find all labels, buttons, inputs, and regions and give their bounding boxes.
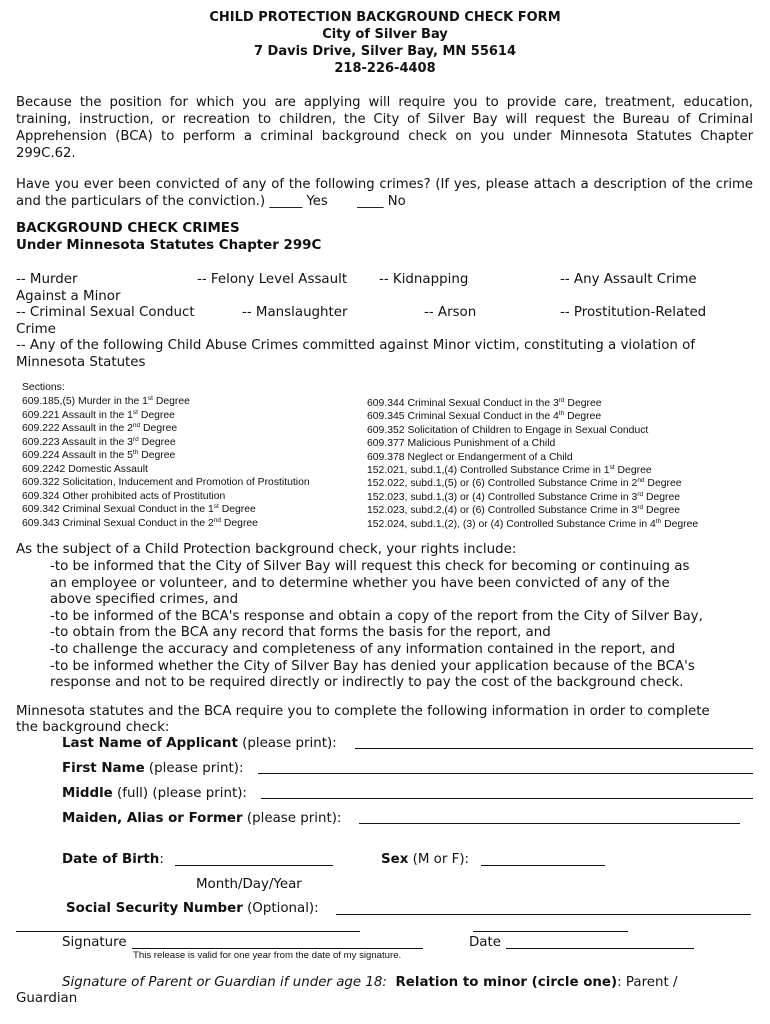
ssn-hint: (Optional):	[247, 901, 319, 916]
maiden-name-label-text: Maiden, Alias or Former	[62, 811, 243, 826]
crime-kidnapping: -- Kidnapping	[379, 272, 469, 287]
conviction-no-label: No	[387, 194, 406, 209]
sex-field[interactable]	[481, 865, 605, 866]
date-field[interactable]	[506, 948, 694, 949]
crime-prostitution-wrap: Crime	[16, 322, 56, 337]
section-item-right-9: 152.023, subd.2,(4) or (6) Controlled Substance Crime in 3rd Degree	[367, 504, 681, 517]
last-name-hint: (please print):	[242, 736, 337, 751]
date-label: Date	[469, 935, 502, 950]
last-name-label	[62, 736, 337, 751]
ssn-label-text: Social Security Number	[66, 901, 243, 916]
section-item-right-10: 152.024, subd.1,(2), (3) or (4) Controlled Substance Crime in 4th Degree	[367, 517, 699, 530]
conviction-no-blank[interactable]: ____	[357, 194, 384, 209]
crime-prostitution: -- Prostitution-Related	[560, 305, 707, 320]
middle-name-label-text: Middle	[62, 786, 113, 801]
dob-format: Month/Day/Year	[196, 877, 302, 892]
section-item-right-3: 609.352 Solicitation of Children to Engage in Sexual Conduct	[367, 424, 649, 436]
ssn-field[interactable]	[336, 914, 751, 915]
conviction-question	[16, 176, 753, 210]
crime-felony-assault: -- Felony Level Assault	[197, 272, 348, 287]
section-item-right-5: 609.378 Neglect or Endangerment of a Child	[367, 451, 573, 463]
rights-line-4: -to be informed of the BCA's response and obtain a copy of the report from the City of Silver Bay,	[50, 608, 703, 624]
sections-label: Sections:	[22, 382, 65, 393]
dob-label	[62, 852, 164, 867]
section-item-right-7: 152.022, subd.1,(5) or (6) Controlled Substance Crime in 2nd Degree	[367, 477, 682, 490]
crime-manslaughter: -- Manslaughter	[242, 305, 348, 320]
conviction-yes-label: Yes	[306, 194, 328, 209]
section-item-right-1: 609.344 Criminal Sexual Conduct in the 3rd Degree	[367, 397, 602, 409]
guardian-line	[62, 975, 678, 990]
child-abuse-line1: -- Any of the following Child Abuse Crimes committed against Minor victim, constituting a violation of	[16, 338, 696, 353]
section-item-right-4: 609.377 Malicious Punishment of a Child	[367, 438, 556, 450]
intro-paragraph: Because the position for which you are applying will require you to provide care, treatment, education, training, instruction, or recreation to children, the City of Silver Bay will request the Bureau of Criminal Apprehension (BCA) to perform a criminal background check on you under Minnesota Statutes Chapter 299C.62.	[16, 95, 753, 161]
maiden-name-label	[62, 811, 341, 826]
sex-label	[381, 852, 469, 867]
rights-line-5: -to obtain from the BCA any record that forms the basis for the report, and	[50, 625, 551, 641]
rights-list	[50, 559, 703, 692]
city-name: City of Silver Bay	[322, 27, 448, 42]
rights-line-6: -to challenge the accuracy and completeness of any information contained in the report, and	[50, 641, 676, 657]
rights-line-2: an employee or volunteer, and to determine whether you have been convicted of any of the	[50, 575, 670, 591]
guardian-wrap[interactable]: Guardian	[16, 991, 78, 1006]
section-item-left-7: 609.322 Solicitation, Inducement and Promotion of Prostitution	[22, 477, 310, 488]
info-intro-line1: Minnesota statutes and the BCA require you to complete the following information in order to complete	[16, 704, 710, 719]
maiden-name-field[interactable]	[359, 823, 740, 824]
first-name-field[interactable]	[258, 773, 753, 774]
first-name-label-text: First Name	[62, 761, 145, 776]
last-name-label-text: Last Name of Applicant	[62, 736, 238, 751]
sections-left-list	[22, 395, 310, 530]
city-phone: 218-226-4408	[334, 61, 436, 76]
crime-assault-minor: -- Any Assault Crime	[560, 272, 697, 287]
conviction-question-text: Have you ever been convicted of any of the following crimes? (If yes, please attach a description of the crime and the particulars of the conviction.)	[16, 177, 753, 209]
rights-line-8: response and not to be required directly or indirectly to pay the cost of the background check.	[50, 675, 684, 691]
middle-name-field[interactable]	[261, 798, 753, 799]
dob-label-text: Date of Birth	[62, 852, 160, 867]
guardian-relation-options[interactable]: : Parent /	[617, 975, 678, 990]
section-item-left-3: 609.222 Assault in the 2nd Degree	[22, 422, 178, 434]
sex-label-text: Sex	[381, 852, 409, 867]
crimes-heading: BACKGROUND CHECK CRIMES	[16, 221, 240, 236]
date-top-rule	[473, 931, 628, 932]
rights-line-7: -to be informed whether the City of Silver Bay has denied your application because of the BCA's	[50, 658, 695, 674]
middle-name-label	[62, 786, 247, 801]
guardian-relation-label: Relation to minor (circle one)	[395, 975, 618, 990]
release-note: This release is valid for one year from the date of my signature.	[133, 950, 402, 961]
dob-colon: :	[159, 852, 164, 867]
crime-sexual-conduct: -- Criminal Sexual Conduct	[16, 305, 195, 320]
conviction-yes-blank[interactable]: _____	[269, 194, 303, 209]
crimes-subheading: Under Minnesota Statutes Chapter 299C	[16, 238, 322, 253]
guardian-italic-text: Signature of Parent or Guardian if under age 18:	[62, 975, 387, 990]
crime-arson: -- Arson	[424, 305, 477, 320]
sex-hint: (M or F):	[412, 852, 470, 867]
section-item-left-1: 609.185,(5) Murder in the 1st Degree	[22, 395, 190, 407]
first-name-hint: (please print):	[148, 761, 244, 776]
city-address: 7 Davis Drive, Silver Bay, MN 55614	[253, 44, 517, 59]
sections-right-list	[367, 397, 698, 531]
section-item-left-5: 609.224 Assault in the 5th Degree	[22, 449, 176, 461]
rights-intro: As the subject of a Child Protection background check, your rights include:	[16, 542, 517, 557]
dob-field[interactable]	[175, 865, 333, 866]
rights-line-1: -to be informed that the City of Silver Bay will request this check for becoming or continuing as	[50, 559, 690, 574]
first-name-label	[62, 761, 243, 776]
maiden-name-hint: (please print):	[246, 811, 342, 826]
info-intro-line2: the background check:	[16, 720, 170, 735]
section-item-left-10: 609.343 Criminal Sexual Conduct in the 2nd Degree	[22, 516, 258, 529]
crime-murder: -- Murder	[16, 272, 78, 287]
section-item-right-8: 152.023, subd.1,(3) or (4) Controlled Substance Crime in 3rd Degree	[367, 490, 681, 503]
ssn-label	[66, 901, 319, 916]
signature-label: Signature	[62, 935, 127, 950]
section-item-left-6: 609.2242 Domestic Assault	[22, 463, 148, 475]
signature-field[interactable]	[132, 948, 423, 949]
section-item-left-4: 609.223 Assault in the 3rd Degree	[22, 435, 176, 448]
section-item-left-2: 609.221 Assault in the 1st Degree	[22, 408, 175, 421]
middle-name-hint: (full) (please print):	[117, 786, 247, 801]
section-item-right-6: 152.021, subd.1,(4) Controlled Substance Crime in 1st Degree	[367, 464, 652, 477]
signature-top-rule	[16, 931, 360, 932]
crime-assault-minor-wrap: Against a Minor	[16, 289, 121, 304]
rights-line-3: above specified crimes, and	[50, 592, 239, 608]
section-item-left-9: 609.342 Criminal Sexual Conduct in the 1st Degree	[22, 503, 256, 515]
section-item-left-8: 609.324 Other prohibited acts of Prostitution	[22, 490, 226, 502]
form-title: CHILD PROTECTION BACKGROUND CHECK FORM	[209, 10, 561, 25]
last-name-field[interactable]	[355, 748, 753, 749]
child-abuse-line2: Minnesota Statutes	[16, 355, 146, 370]
section-item-right-2: 609.345 Criminal Sexual Conduct in the 4th Degree	[367, 410, 602, 423]
